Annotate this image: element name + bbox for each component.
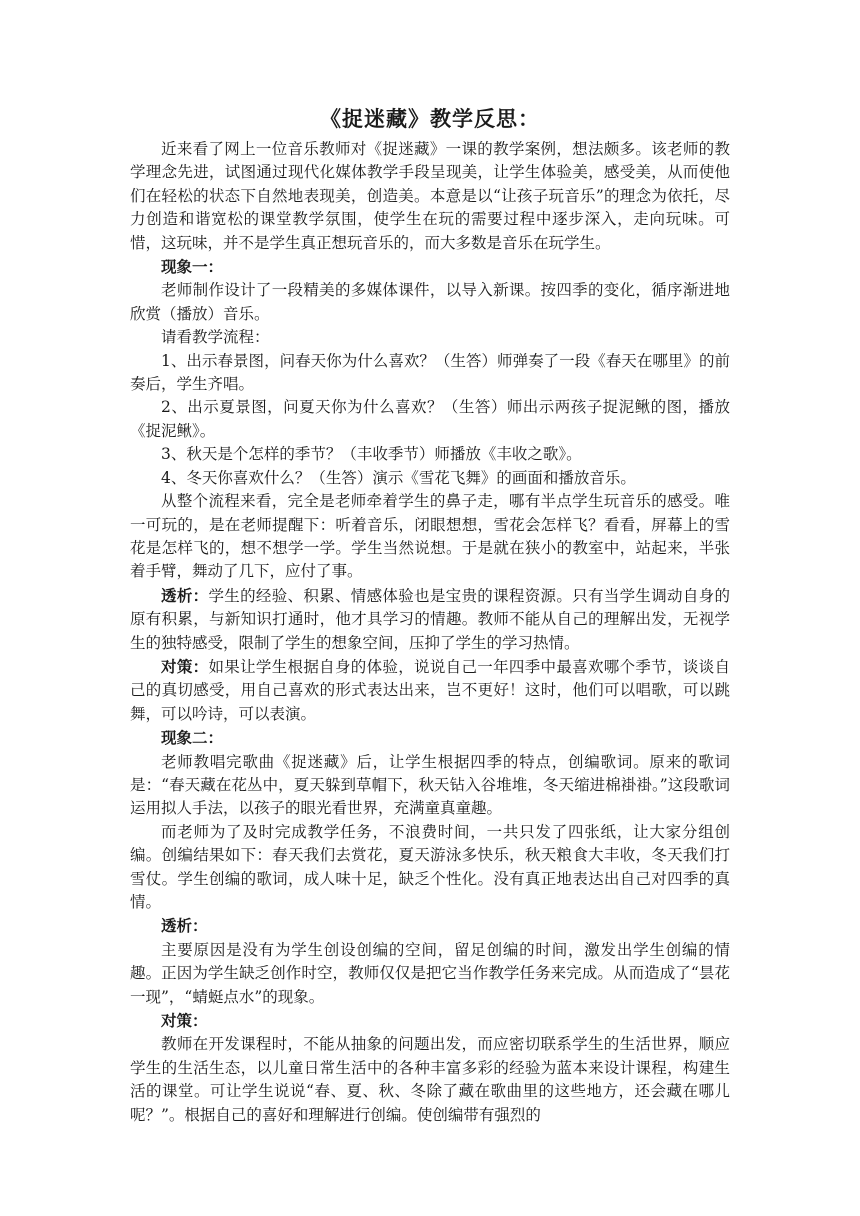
analysis-label: 透析： (161, 585, 209, 605)
paragraph: 老师制作设计了一段精美的多媒体课件，以导入新课。按四季的变化，循序渐进地欣赏（播放）音乐。 (130, 281, 730, 323)
paragraph: 老师教唱完歌曲《捉迷藏》后，让学生根据四季的特点，创编歌词。原来的歌词是：“春天藏在花丛中，夏天躲到草帽下，秋天钻入谷堆堆，冬天缩进棉褂褂。”这段歌词运用拟人手法，以孩子的眼光看世界，充满童真童趣。 (130, 752, 730, 818)
countermeasure-paragraph: 对策：如果让学生根据自身的体验，说说自己一年四季中最喜欢哪个季节，谈谈自己的真切感受，用自己喜欢的形式表达出来，岂不更好！这时，他们可以唱歌，可以跳舞，可以吟诗，可以表演。 (130, 656, 730, 723)
countermeasure-label: 对策： (161, 656, 209, 676)
analysis-paragraph: 透析：学生的经验、积累、情感体验也是宝贵的课程资源。只有当学生调动自身的原有积累，与新知识打通时，他才具学习的情趣。教师不能从自己的理解出发，无视学生的独特感受，限制了学生的想象空间，压抑了学生的学习热情。 (130, 585, 730, 652)
paragraph: 而老师为了及时完成教学任务，不浪费时间，一共只发了四张纸，让大家分组创编。创编结果如下：春天我们去赏花，夏天游泳多快乐，秋天粮食大丰收，冬天我们打雪仗。学生创编的歌词，成人味十足，缺乏个性化。没有真正地表达出自己对四季的真情。 (130, 822, 730, 911)
list-item: 1、出示春景图，问春天你为什么喜欢？（生答）师弹奏了一段《春天在哪里》的前奏后，学生齐唱。 (130, 351, 730, 394)
section-heading-phenomenon-2: 现象二： (161, 728, 224, 748)
document-title: 《捉迷藏》教学反思： (320, 106, 540, 131)
paragraph: 从整个流程来看，完全是老师牵着学生的鼻子走，哪有半点学生玩音乐的感受。唯一可玩的，是在老师提醒下：听着音乐，闭眼想想，雪花会怎样飞？看看，屏幕上的雪花是怎样飞的，想不想学一学。学生当然说想。于是就在狭小的教室中，站起来，半张着手臂，舞动了几下，应付了事。 (130, 492, 730, 581)
section-heading-analysis-2: 透析： (161, 916, 208, 936)
paragraph: 主要原因是没有为学生创设创编的空间，留足创编的时间，激发出学生创编的情趣。正因为学生缺乏创作时空，教师仅仅是把它当作教学任务来完成。从而造成了“昙花一现”，“蜻蜓点水”的现象。 (130, 940, 730, 1006)
section-heading-countermeasure-2: 对策： (161, 1011, 208, 1031)
intro-paragraph: 近来看了网上一位音乐教师对《捉迷藏》一课的教学案例，想法颇多。该老师的教学理念先进，试图通过现代化媒体教学手段呈现美，让学生体验美，感受美，从而使他们在轻松的状态下自然地表现美，创造美。本意是以“让孩子玩音乐”的理念为依托，尽力创造和谐宽松的课堂教学氛围，使学生在玩的需要过程中逐步深入，走向玩味。可惜，这玩味，并不是学生真正想玩音乐的，而大多数是音乐在玩学生。 (130, 140, 730, 252)
document-page (130, 104, 730, 1127)
paragraph: 教师在开发课程时，不能从抽象的问题出发，而应密切联系学生的生活世界，顺应学生的生活生态，以儿童日常生活中的各种丰富多彩的经验为蓝本来设计课程，构建生活的课堂。可让学生说说“春、夏、秋、冬除了藏在歌曲里的这些地方，还会藏在哪儿呢？”。根据自己的喜好和理解进行创编。使创编带有强烈的 (130, 1035, 730, 1124)
list-item: 2、出示夏景图，问夏天你为什么喜欢？（生答）师出示两孩子捉泥鳅的图，播放《捉泥鳅》。 (130, 398, 730, 440)
section-heading-phenomenon-1: 现象一： (161, 257, 224, 277)
paragraph: 请看教学流程： (161, 328, 270, 347)
list-item: 4、冬天你喜欢什么？（生答）演示《雪花飞舞》的画面和播放音乐。 (161, 468, 636, 487)
list-item: 3、秋天是个怎样的季节？（丰收季节）师播放《丰收之歌》。 (161, 445, 582, 464)
